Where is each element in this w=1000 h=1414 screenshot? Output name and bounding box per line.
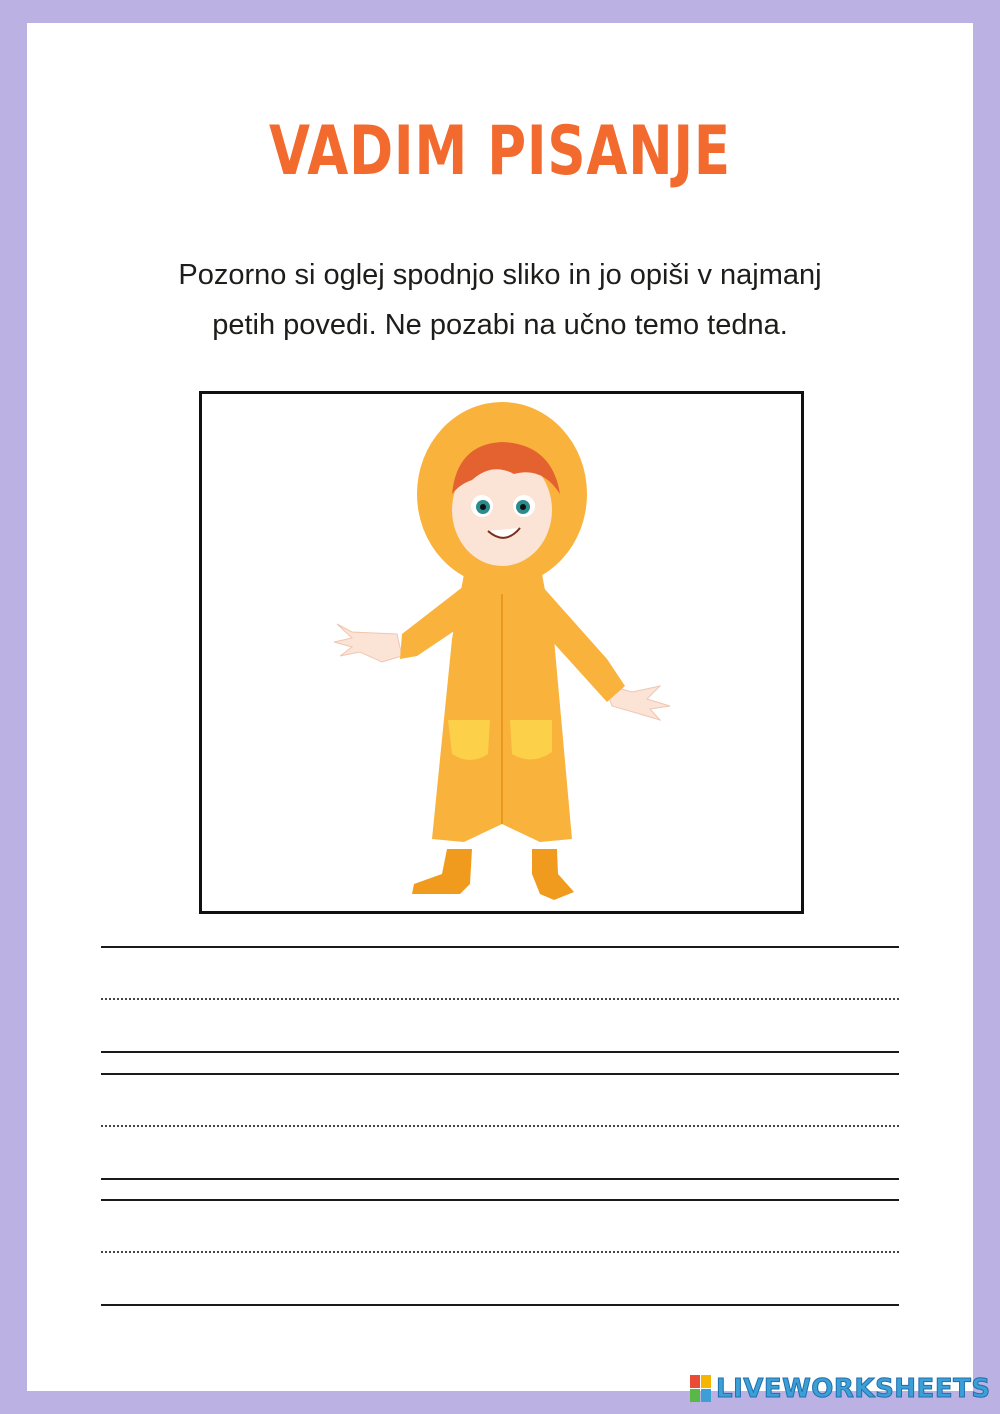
live-badge-icon [690,1375,712,1403]
writing-line-mid-2 [101,1125,899,1127]
instructions-line-2: petih povedi. Ne pozabi na učno temo tedna. [212,309,788,341]
logo-text: LIVEWORKSHEETS [716,1374,991,1404]
writing-line-base-3 [101,1304,899,1306]
instructions-line-1: Pozorno si oglej spodnjo sliko in jo opiši v najmanj [178,259,822,291]
picture-frame [199,391,804,914]
liveworksheets-logo[interactable] [690,1374,991,1404]
writing-line-top-1 [101,946,899,948]
writing-line-base-2 [101,1178,899,1180]
writing-line-base-1 [101,1051,899,1053]
instructions [100,250,900,350]
writing-line-mid-3 [101,1251,899,1253]
writing-line-top-2 [101,1073,899,1075]
writing-line-mid-1 [101,998,899,1000]
writing-line-top-3 [101,1199,899,1201]
worksheet-title: VADIM PISANJE [269,112,731,191]
child-in-raincoat-illustration [202,394,801,911]
